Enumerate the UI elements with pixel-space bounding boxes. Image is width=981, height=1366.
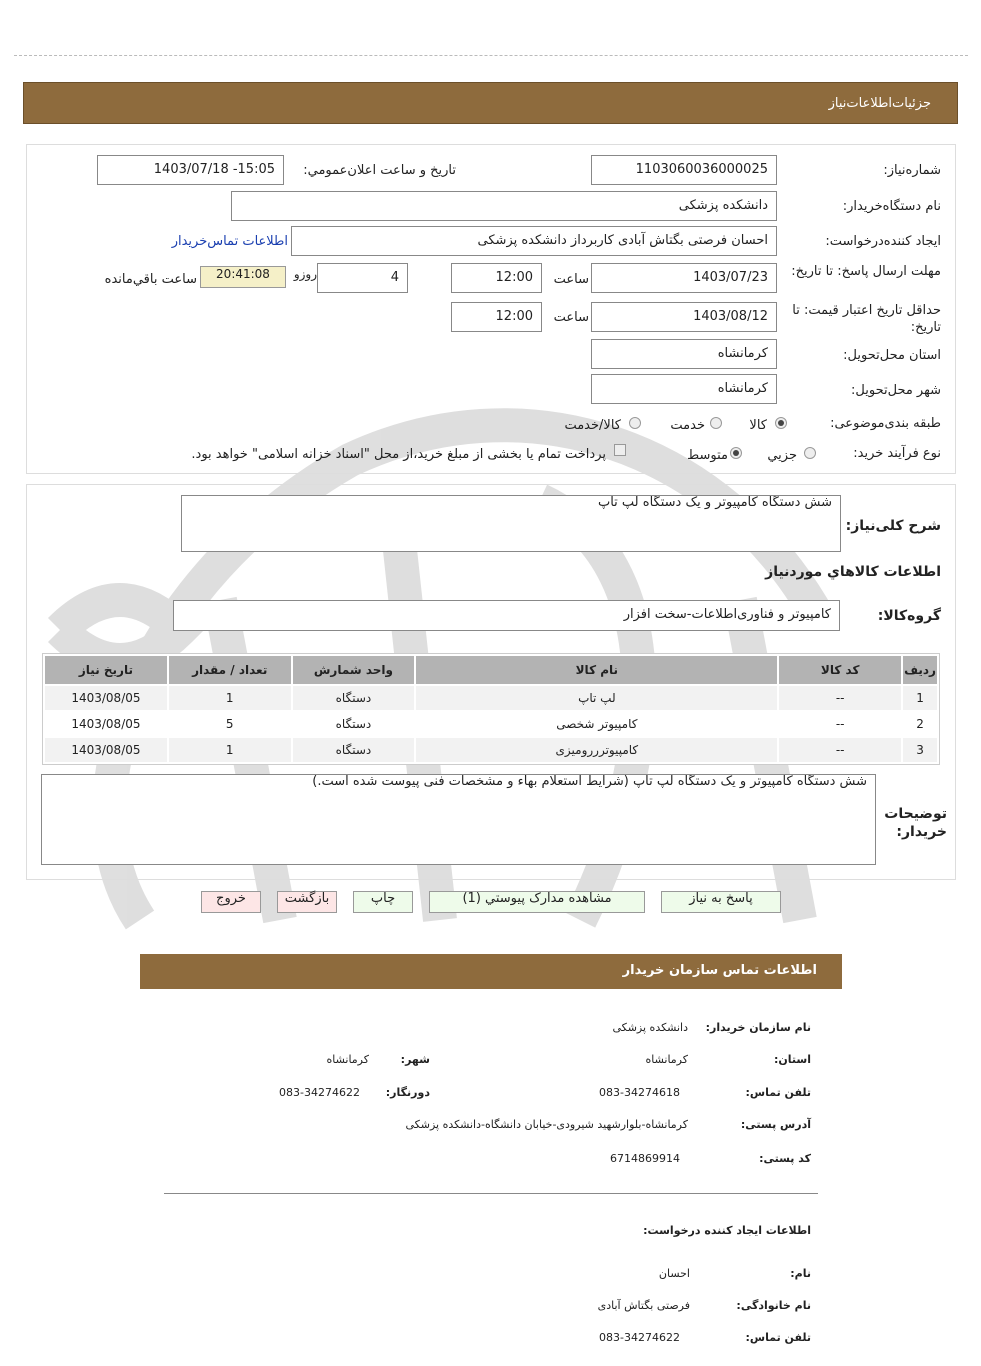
process-label: نوع فرآيند خريد: — [853, 446, 941, 461]
validity-time-field: 12:00 — [451, 302, 542, 332]
summary-field: شش دستگاه کامپيوتر و يک دستگاه لپ تاپ — [181, 495, 841, 552]
cell-qty: 1 — [169, 686, 291, 710]
items-table-wrapper — [42, 653, 940, 765]
cell-unit: دستگاه — [293, 738, 415, 762]
back-button[interactable]: بازگشت — [277, 891, 337, 913]
org-value: دانشکده پزشکی — [612, 1021, 688, 1034]
creator-phone-value: 083-34274622 — [599, 1331, 680, 1344]
attachments-button[interactable]: مشاهده مدارک پيوستي (1) — [429, 891, 645, 913]
last-name-label: نام خانوادگی: — [736, 1299, 811, 1312]
creator-label: ايجاد کننده‌درخواست: — [825, 234, 941, 249]
announce-label: تاريخ و ساعت اعلان‌عمومي: — [303, 163, 456, 178]
cell-row: 2 — [903, 712, 937, 736]
col-code: کد کالا — [779, 656, 901, 684]
cell-date: 1403/08/05 — [45, 738, 167, 762]
category-option-both: کالا/خدمت — [564, 418, 621, 433]
cell-row: 3 — [903, 738, 937, 762]
cell-name: لپ تاپ — [416, 686, 777, 710]
deadline-time-field: 12:00 — [451, 263, 542, 293]
process-radio-medium[interactable] — [730, 447, 742, 459]
org-label: نام سازمان خريدار: — [705, 1021, 811, 1034]
category-radio-both[interactable] — [629, 417, 641, 429]
validity-date-field: 1403/08/12 — [591, 302, 777, 332]
col-date: تاريخ نياز — [45, 656, 167, 684]
payment-note: پرداخت تمام يا بخشی از مبلغ خريد،از محل "اسناد خزانه اسلامی" خواهد بود. — [191, 447, 606, 462]
print-button[interactable]: چاپ — [353, 891, 413, 913]
category-label: طبقه بندی‌موضوعی: — [830, 416, 941, 431]
payment-checkbox[interactable] — [614, 444, 626, 456]
notes-label: توضيحات خريدار: — [884, 806, 947, 840]
contact-header — [140, 954, 842, 989]
group-field: کامپيوتر و فناوری‌اطلاعات-سخت افزار — [173, 600, 840, 631]
exit-button[interactable]: خروج — [201, 891, 261, 913]
col-row: رديف — [903, 656, 937, 684]
validity-label: حداقل تاريخ اعتبار قيمت: تا تاريخ: — [792, 303, 941, 335]
table-row — [45, 738, 937, 762]
contact-title: اطلاعات تماس سازمان خريدار — [622, 963, 817, 978]
creator-phone-label: تلفن تماس: — [745, 1331, 811, 1344]
fax-value: 083-34274622 — [279, 1086, 360, 1099]
contact-province-value: کرمانشاه — [645, 1053, 688, 1066]
first-name-value: احسان — [658, 1267, 690, 1280]
reply-button[interactable]: پاسخ به نياز — [661, 891, 781, 913]
cell-name: کامپيوتررروميزی — [416, 738, 777, 762]
group-label: گروه‌کالا: — [877, 608, 941, 624]
cell-row: 1 — [903, 686, 937, 710]
cell-unit: دستگاه — [293, 712, 415, 736]
cell-date: 1403/08/05 — [45, 686, 167, 710]
contact-divider — [164, 1193, 818, 1194]
items-table — [43, 654, 939, 764]
summary-label: شرح کلی‌نياز: — [845, 518, 941, 534]
category-radio-goods[interactable] — [775, 417, 787, 429]
days-label: روزو — [293, 267, 317, 281]
remaining-timer: 20:41:08 — [200, 266, 286, 288]
buyer-field: دانشکده پزشکی — [231, 191, 777, 221]
cell-code: -- — [779, 686, 901, 710]
city-label: شهر محل‌تحويل: — [851, 383, 941, 398]
cell-qty: 1 — [169, 738, 291, 762]
buyer-label: نام دستگاه‌خريدار: — [842, 199, 941, 214]
postal-value: 6714869914 — [610, 1152, 680, 1165]
creator-heading: اطلاعات ايجاد کننده درخواست: — [643, 1224, 811, 1237]
col-qty: تعداد / مقدار — [169, 656, 291, 684]
top-divider — [14, 55, 968, 56]
page-header — [23, 82, 958, 124]
creator-field: احسان فرصتی بگتاش آبادی کاربرداز دانشکده پزشکی — [291, 226, 777, 256]
postal-label: کد پستی: — [759, 1152, 811, 1165]
goods-heading: اطلاعات کالاهاي مورد‌نياز — [765, 564, 941, 580]
first-name-label: نام: — [790, 1267, 811, 1280]
page-title: جزئيات‌اطلاعات‌نياز — [828, 96, 931, 111]
category-option-service: خدمت — [670, 418, 705, 433]
deadline-label: مهلت ارسال پاسخ: تا تاريخ: — [791, 264, 941, 279]
cell-code: -- — [779, 712, 901, 736]
days-field: 4 — [317, 263, 408, 293]
cell-qty: 5 — [169, 712, 291, 736]
table-header-row — [45, 656, 937, 684]
contact-phone-label: تلفن تماس: — [745, 1086, 811, 1099]
deadline-time-label: ساعت — [553, 272, 589, 287]
address-value: کرمانشاه-بلوارشهيد شيرودی-خيابان دانشگاه-دانشکده پزشکی — [405, 1118, 688, 1131]
process-option-minor: جزيي — [767, 448, 797, 463]
remaining-label: ساعت باقي‌مانده — [104, 272, 197, 287]
cell-name: کامپيوتر شخصی — [416, 712, 777, 736]
last-name-value: فرصتی بگتاش آبادی — [597, 1299, 690, 1312]
table-row — [45, 686, 937, 710]
col-unit: واحد شمارش — [293, 656, 415, 684]
province-label: استان محل‌تحويل: — [843, 348, 941, 363]
buyer-contact-link[interactable]: اطلاعات تماس‌خريدار — [171, 234, 288, 249]
fax-label: دورنگار: — [385, 1086, 430, 1099]
announce-field: 1403/07/18 -15:05 — [97, 155, 284, 185]
process-option-medium: متوسط — [687, 448, 728, 463]
contact-province-label: استان: — [774, 1053, 811, 1066]
cell-code: -- — [779, 738, 901, 762]
cell-unit: دستگاه — [293, 686, 415, 710]
contact-city-value: کرمانشاه — [326, 1053, 369, 1066]
need-number-field: 1103060036000025 — [591, 155, 777, 185]
province-field: کرمانشاه — [591, 339, 777, 369]
contact-phone-value: 083-34274618 — [599, 1086, 680, 1099]
address-label: آدرس پستی: — [740, 1118, 811, 1131]
col-name: نام کالا — [416, 656, 777, 684]
cell-date: 1403/08/05 — [45, 712, 167, 736]
deadline-date-field: 1403/07/23 — [591, 263, 777, 293]
category-option-goods: کالا — [749, 418, 767, 433]
table-row — [45, 712, 937, 736]
need-number-label: شماره‌نياز: — [883, 163, 941, 178]
category-radio-service[interactable] — [710, 417, 722, 429]
notes-field: شش دستگاه کامپيوتر و يک دستگاه لپ تاپ (شرايط استعلام بهاء و مشخصات فنی پيوست شده است.) — [41, 774, 876, 865]
validity-time-label: ساعت — [553, 310, 589, 325]
process-radio-minor[interactable] — [804, 447, 816, 459]
city-field: کرمانشاه — [591, 374, 777, 404]
contact-city-label: شهر: — [400, 1053, 430, 1066]
